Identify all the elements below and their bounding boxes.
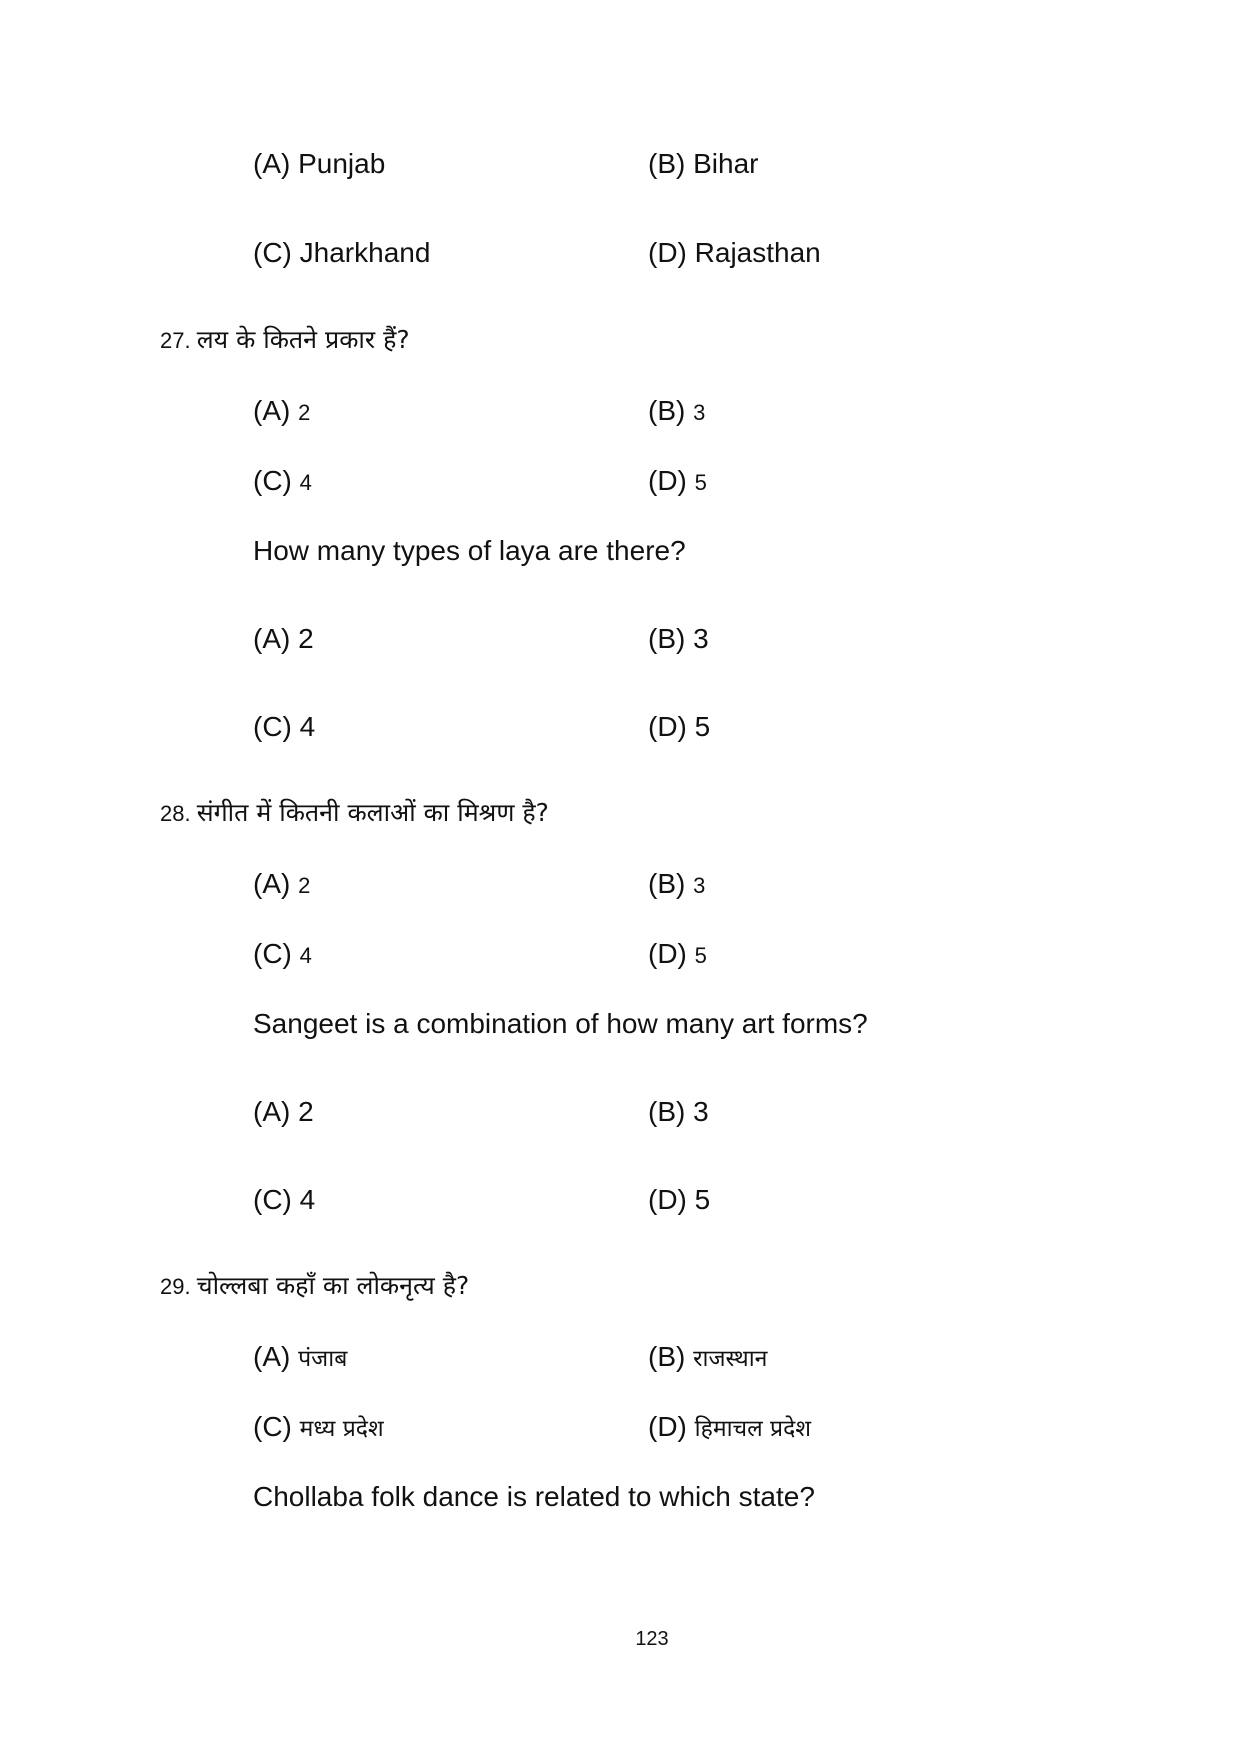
q27-option-d-hi: (D) 5 (648, 465, 707, 496)
q26-option-c-en: (C) Jharkhand (253, 237, 431, 268)
option-text: Bihar (693, 148, 759, 179)
option-text: Punjab (298, 148, 386, 179)
q26-option-b-en: (B) Bihar (648, 148, 759, 179)
page-number: 123 (635, 1628, 669, 1650)
q27-option-a-en: (A) 2 (253, 623, 314, 654)
question-text: लय के कितने प्रकार हैं? (196, 325, 410, 354)
q28-question-hi (160, 800, 549, 825)
q28-option-d-en: (D) 5 (648, 1184, 711, 1215)
q29-option-a-hi: (A) पंजाब (253, 1341, 348, 1372)
question-number: 29. (160, 1274, 197, 1299)
question-number: 28. (160, 801, 197, 826)
q27-option-c-en: (C) 4 (253, 711, 316, 742)
q29-option-d-hi: (D) हिमाचल प्रदेश (648, 1411, 811, 1442)
q28-option-b-hi: (B) 3 (648, 868, 706, 899)
q27-option-b-hi: (B) 3 (648, 395, 706, 426)
q29-option-c-hi: (C) मध्य प्रदेश (253, 1411, 384, 1442)
question-number: 27. (160, 328, 197, 353)
question-text: संगीत में कितनी कलाओं का मिश्रण है? (196, 798, 549, 827)
q27-option-a-hi: (A) 2 (253, 395, 311, 426)
q28-option-d-hi: (D) 5 (648, 938, 707, 969)
question-text: चोल्लबा कहाँ का लोकनृत्य है? (196, 1271, 470, 1300)
q28-question-en: Sangeet is a combination of how many art forms? (253, 1008, 868, 1039)
q29-question-en: Chollaba folk dance is related to which state? (253, 1481, 815, 1512)
option-text: Rajasthan (694, 237, 821, 268)
q27-option-c-hi: (C) 4 (253, 465, 312, 496)
q28-option-c-en: (C) 4 (253, 1184, 316, 1215)
q28-option-c-hi: (C) 4 (253, 938, 312, 969)
q27-question-hi (160, 327, 410, 352)
option-text: Jharkhand (299, 237, 431, 268)
q26-option-d-en: (D) Rajasthan (648, 237, 821, 268)
q26-option-a-en: (A) Punjab (253, 148, 386, 179)
q28-option-a-en: (A) 2 (253, 1096, 314, 1127)
q27-question-en: How many types of laya are there? (253, 535, 686, 566)
q27-option-b-en: (B) 3 (648, 623, 709, 654)
q29-question-hi (160, 1273, 469, 1298)
q28-option-b-en: (B) 3 (648, 1096, 709, 1127)
q28-option-a-hi: (A) 2 (253, 868, 311, 899)
q27-option-d-en: (D) 5 (648, 711, 711, 742)
q29-option-b-hi: (B) राजस्थान (648, 1341, 768, 1372)
